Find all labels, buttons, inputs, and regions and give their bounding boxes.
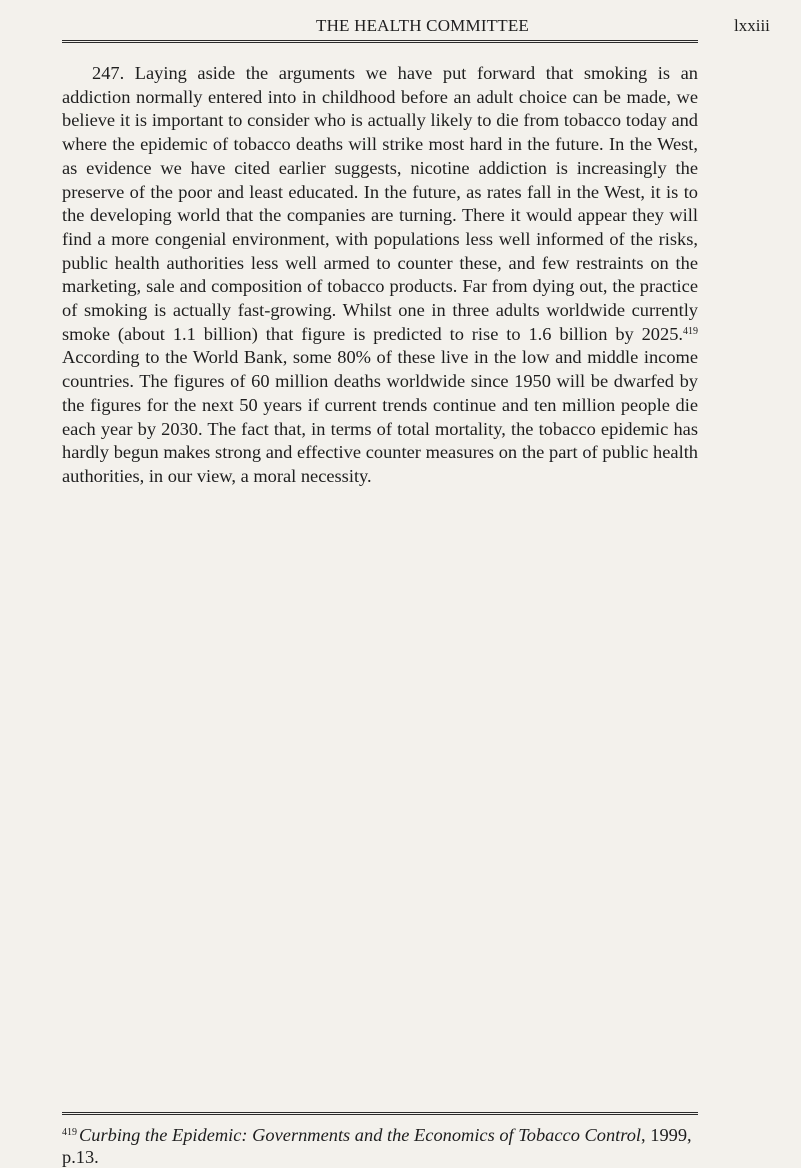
footnote-mark: 419 (62, 1127, 77, 1138)
footnote-rule (62, 1112, 698, 1115)
running-header (0, 16, 801, 40)
footnote-419 (62, 1124, 698, 1168)
footnote-title: Curbing the Epidemic: Governments and the Economics of Tobacco Control (79, 1125, 642, 1145)
paragraph-247 (62, 62, 698, 489)
page-number: lxxiii (734, 16, 770, 35)
paragraph-text-part1: 247. Laying aside the arguments we have put forward that smoking is an addiction normally entered into in childhood before an adult choice can be made, we believe it is important to consider who is actually likely to die from tobacco today and where the epidemic of tobacco deaths will strike most hard in the future. In the West, as evidence we have cited earlier suggests, nicotine addiction is increasingly the preserve of the poor and least educated. In the future, as rates fall in the West, it is to the developing world that the companies are turning. There it would appear they will find a more congenial environment, with populations less well informed of the risks, public health authorities less well armed to counter these, and few restraints on the marketing, sale and composition of tobacco products. Far from dying out, the practice of smoking is actually fast-growing. Whilst one in three adults worldwide currently smoke (about 1.1 billion) that figure is predicted to rise to 1.6 billion by 2025. (62, 63, 698, 344)
footnote-suffix: , 1999, p.13. (62, 1125, 692, 1167)
footnote-reference[interactable]: 419 (683, 325, 698, 337)
header-rule (62, 40, 698, 43)
running-title: THE HEALTH COMMITTEE (316, 16, 530, 35)
paragraph-text-part2: According to the World Bank, some 80% of these live in the low and middle income countries. The figures of 60 million deaths worldwide since 1950 will be dwarfed by the figures for the next 50 years if current trends continue and ten million people die each year by 2030. The fact that, in terms of total mortality, the tobacco epidemic has hardly begun makes strong and effective counter measures on the part of public health authorities, in our view, a moral necessity. (62, 347, 698, 486)
